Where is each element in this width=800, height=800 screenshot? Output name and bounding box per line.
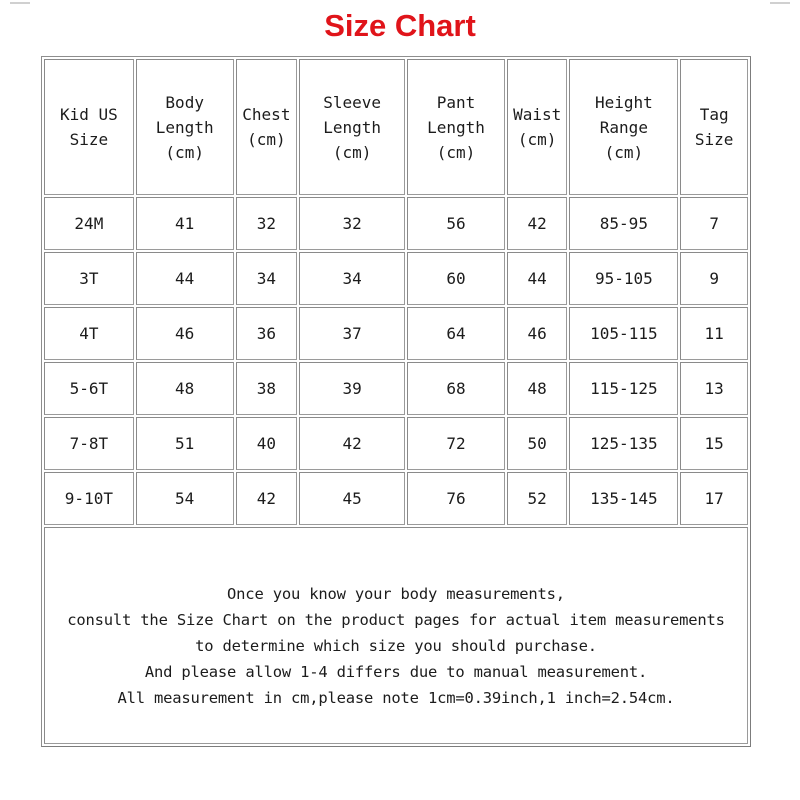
cell-waist: 44 bbox=[507, 252, 568, 305]
cell-sleeve-length: 42 bbox=[299, 417, 405, 470]
cell-chest: 42 bbox=[236, 472, 298, 525]
column-header-line: Size bbox=[694, 130, 734, 149]
column-header-line: (cm) bbox=[165, 142, 204, 162]
column-header-line: Waist bbox=[513, 105, 562, 124]
column-header-line: Height bbox=[594, 92, 653, 112]
cell-body-length: 41 bbox=[136, 197, 234, 250]
column-header-line: Range bbox=[599, 117, 648, 137]
cell-sleeve-length: 32 bbox=[299, 197, 405, 250]
note-line: And please allow 1-4 differs due to manual measurement. bbox=[144, 662, 648, 681]
cell-height-range: 115-125 bbox=[569, 362, 678, 415]
column-header-line: Pant bbox=[436, 92, 476, 112]
column-header-pant-length bbox=[407, 59, 505, 195]
cell-chest: 40 bbox=[236, 417, 298, 470]
note-row bbox=[44, 527, 748, 744]
cell-pant-length: 76 bbox=[407, 472, 505, 525]
cell-chest: 38 bbox=[236, 362, 298, 415]
column-header-tag-size bbox=[680, 59, 748, 195]
cell-pant-length: 60 bbox=[407, 252, 505, 305]
cell-tag-size: 7 bbox=[680, 197, 748, 250]
table-row bbox=[44, 252, 748, 305]
cell-sleeve-length: 39 bbox=[299, 362, 405, 415]
cell-waist: 48 bbox=[507, 362, 568, 415]
column-header-kid-us-size bbox=[44, 59, 134, 195]
cell-sleeve-length: 45 bbox=[299, 472, 405, 525]
column-header-line: Tag bbox=[699, 105, 729, 124]
cell-height-range: 135-145 bbox=[569, 472, 678, 525]
cell-height-range: 105-115 bbox=[569, 307, 678, 360]
column-header-line: Sleeve bbox=[323, 92, 381, 112]
size-chart-table bbox=[41, 56, 751, 747]
cell-tag-size: 9 bbox=[680, 252, 748, 305]
column-header-line: Chest bbox=[242, 105, 291, 124]
column-header-sleeve-length bbox=[299, 59, 405, 195]
table-body bbox=[44, 197, 748, 744]
cell-body-length: 48 bbox=[136, 362, 234, 415]
cell-body-length: 44 bbox=[136, 252, 234, 305]
cell-tag-size: 15 bbox=[680, 417, 748, 470]
cell-body-length: 51 bbox=[136, 417, 234, 470]
cell-sleeve-length: 34 bbox=[299, 252, 405, 305]
cell-waist: 42 bbox=[507, 197, 568, 250]
column-header-line: (cm) bbox=[247, 130, 286, 149]
column-header-waist bbox=[507, 59, 568, 195]
note-line: Once you know your body measurements, bbox=[227, 584, 565, 603]
column-header-body-length bbox=[136, 59, 234, 195]
cell-chest: 34 bbox=[236, 252, 298, 305]
column-header-line: Length bbox=[427, 117, 485, 137]
cell-kid-us-size: 4T bbox=[44, 307, 134, 360]
note-line: All measurement in cm,please note 1cm=0.39inch,1 inch=2.54cm. bbox=[117, 688, 675, 707]
column-header-line: Length bbox=[323, 117, 381, 137]
measurement-note bbox=[44, 527, 748, 744]
column-header-chest bbox=[236, 59, 298, 195]
cell-kid-us-size: 9-10T bbox=[44, 472, 134, 525]
page-title: Size Chart bbox=[324, 8, 476, 43]
cell-pant-length: 64 bbox=[407, 307, 505, 360]
table-row bbox=[44, 472, 748, 525]
column-header-line: Kid US bbox=[59, 105, 118, 124]
table-row bbox=[44, 417, 748, 470]
table-row bbox=[44, 197, 748, 250]
cell-sleeve-length: 37 bbox=[299, 307, 405, 360]
cell-kid-us-size: 3T bbox=[44, 252, 134, 305]
cell-chest: 32 bbox=[236, 197, 298, 250]
cell-kid-us-size: 24M bbox=[44, 197, 134, 250]
cell-chest: 36 bbox=[236, 307, 298, 360]
column-header-line: (cm) bbox=[332, 142, 372, 162]
cell-kid-us-size: 5-6T bbox=[44, 362, 134, 415]
cell-height-range: 95-105 bbox=[569, 252, 678, 305]
column-header-line: Size bbox=[69, 130, 109, 149]
column-header-line: (cm) bbox=[517, 130, 557, 149]
cell-waist: 46 bbox=[507, 307, 568, 360]
corner-mark-right bbox=[770, 2, 790, 4]
note-line: to determine which size you should purchase. bbox=[195, 636, 597, 655]
cell-kid-us-size: 7-8T bbox=[44, 417, 134, 470]
cell-tag-size: 11 bbox=[680, 307, 748, 360]
cell-tag-size: 17 bbox=[680, 472, 748, 525]
table-row bbox=[44, 362, 748, 415]
note-line: consult the Size Chart on the product pages for actual item measurements bbox=[67, 610, 725, 629]
cell-pant-length: 68 bbox=[407, 362, 505, 415]
cell-height-range: 125-135 bbox=[569, 417, 678, 470]
cell-body-length: 54 bbox=[136, 472, 234, 525]
cell-pant-length: 72 bbox=[407, 417, 505, 470]
table-row bbox=[44, 307, 748, 360]
column-header-line: (cm) bbox=[604, 142, 644, 162]
cell-waist: 52 bbox=[507, 472, 568, 525]
cell-tag-size: 13 bbox=[680, 362, 748, 415]
header-row bbox=[44, 59, 748, 195]
cell-body-length: 46 bbox=[136, 307, 234, 360]
column-header-line: Body bbox=[165, 92, 204, 112]
cell-height-range: 85-95 bbox=[569, 197, 678, 250]
column-header-height-range bbox=[569, 59, 678, 195]
column-header-line: Length bbox=[155, 117, 214, 137]
cell-waist: 50 bbox=[507, 417, 568, 470]
corner-mark-left bbox=[10, 2, 30, 4]
cell-pant-length: 56 bbox=[407, 197, 505, 250]
column-header-line: (cm) bbox=[436, 142, 476, 162]
